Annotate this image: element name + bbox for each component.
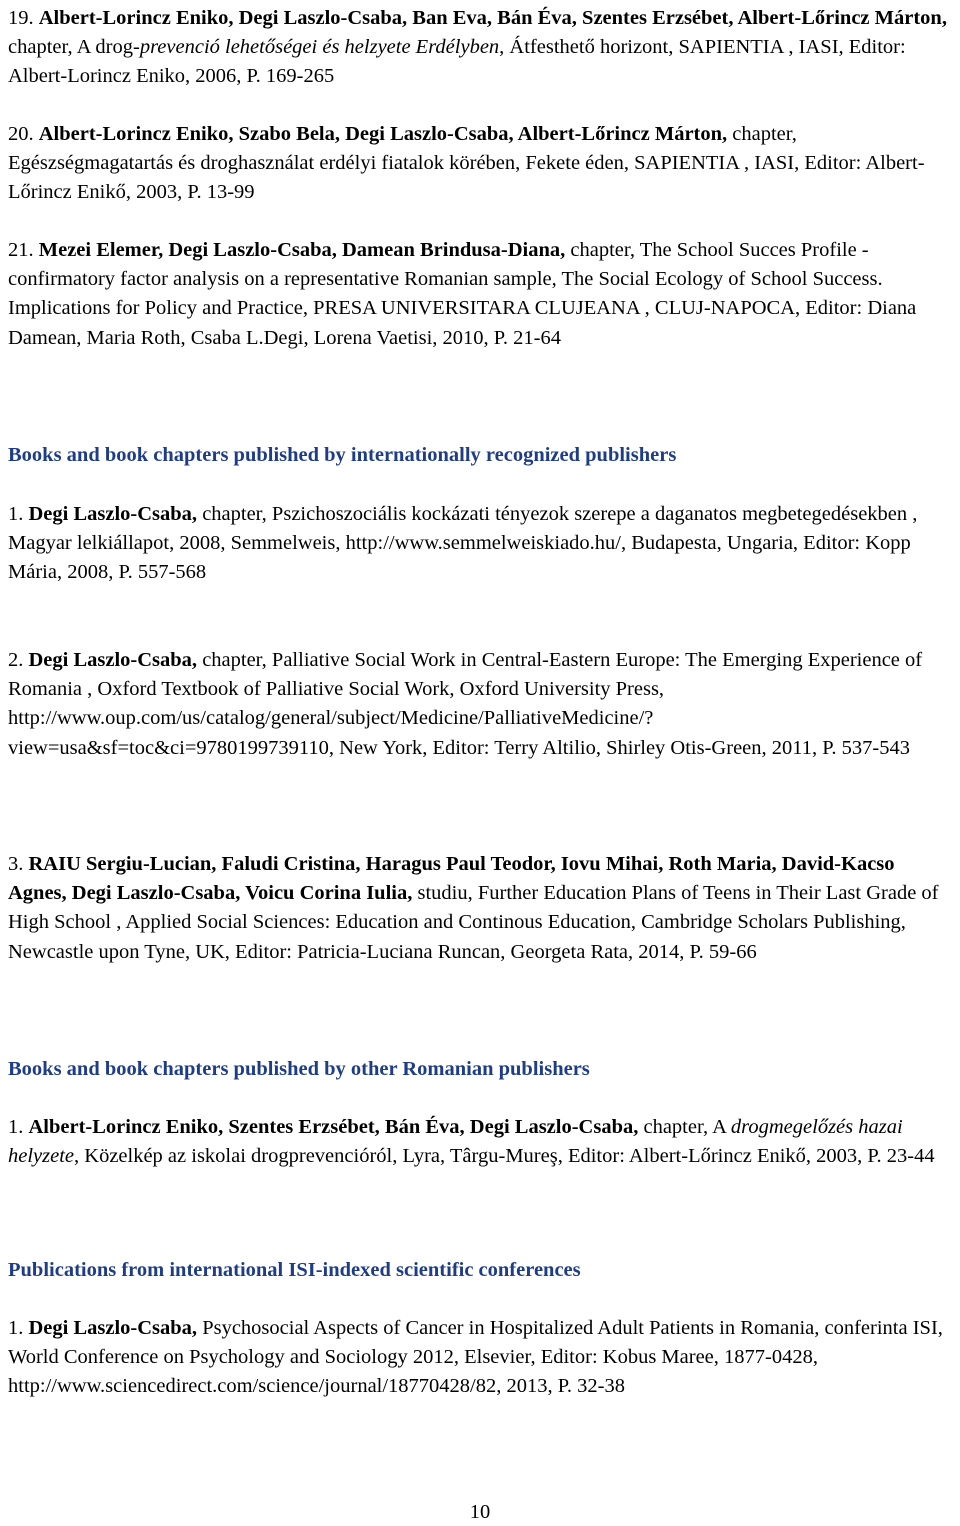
romanian-entry-1 — [8, 1113, 952, 1171]
entry-text: chapter, A drog- — [8, 36, 140, 59]
entry-text: chapter, Pszichoszociális kockázati tényezok szerepe a daganatos megbetegedésekben , Magyar lelkiállapot, 2008, Semmelweis, http://www.semmelweiskiado.hu/, Budapesta, Ungaria, Editor: Kopp Mária, 2008, P. 557-568 — [8, 503, 918, 584]
entry-authors: Albert-Lorincz Eniko, Degi Laszlo-Csaba, Ban Eva, Bán Éva, Szentes Erzsébet, Albert-Lőrincz Márton, — [38, 7, 947, 29]
entry-italic-title: drogmegelőzés hazai helyzete — [8, 1116, 903, 1168]
publication-entry-20 — [8, 120, 952, 208]
entry-number: 1. — [8, 1116, 24, 1138]
entry-italic-title: prevenció lehetőségei és helzyete Erdélyben — [139, 36, 500, 59]
isi-entry-1 — [8, 1314, 952, 1402]
publication-entry-21 — [8, 236, 952, 353]
entry-number: 2. — [8, 649, 24, 671]
intl-entry-1 — [8, 500, 952, 588]
entry-text-tail: , Átfesthető horizont, SAPIENTIA , IASI, Editor: Albert-Lorincz Eniko, 2006, P. 169-265 — [8, 36, 906, 88]
entry-authors: Degi Laszlo-Csaba, — [28, 649, 198, 671]
section-heading-isi-conferences: Publications from international ISI-indexed scientific conferences — [8, 1259, 581, 1281]
entry-text: chapter, Egészségmagatartás és droghasználat erdélyi fiatalok körében, Fekete éden, SAPIENTIA , IASI, Editor: Albert-Lőrincz Enikő, 2003, P. 13-99 — [8, 123, 925, 204]
publication-entry-19 — [8, 4, 952, 92]
entry-number: 19. — [8, 7, 34, 29]
entry-number: 21. — [8, 239, 34, 261]
entry-authors: Albert-Lorincz Eniko, Szentes Erzsébet, Bán Éva, Degi Laszlo-Csaba, — [28, 1116, 639, 1138]
entry-authors: RAIU Sergiu-Lucian, Faludi Cristina, Haragus Paul Teodor, Iovu Mihai, Roth Maria, David-Kacso Agnes, Degi Laszlo-Csaba, Voicu Corina Iulia, — [8, 853, 895, 905]
entry-text: chapter, A — [638, 1116, 731, 1138]
entry-authors: Mezei Elemer, Degi Laszlo-Csaba, Damean Brindusa-Diana, — [38, 239, 566, 261]
entry-authors: Albert-Lorincz Eniko, Szabo Bela, Degi Laszlo-Csaba, Albert-Lőrincz Márton, — [38, 123, 728, 145]
entry-number: 1. — [8, 503, 24, 525]
page-number: 10 — [469, 1501, 491, 1523]
entry-text: Psychosocial Aspects of Cancer in Hospitalized Adult Patients in Romania, conferinta ISI, World Conference on Psychology and Sociology 2012, Elsevier, Editor: Kobus Maree, 1877-0428, http://www.sciencedirect.com/science/journal/18770428/82, 2013, P. 32-38 — [8, 1317, 943, 1398]
entry-number: 3. — [8, 853, 24, 875]
entry-text: chapter, Palliative Social Work in Central-Eastern Europe: The Emerging Experience of Romania , Oxford Textbook of Palliative Social Work, Oxford University Press, http://www.oup.com/us/catalog/general/subject/Medicine/PalliativeMedicine/?view=usa&sf=toc&ci=9780199739110, New York, Editor: Terry Altilio, Shirley Otis-Green, 2011, P. 537-543 — [8, 649, 923, 759]
entry-authors: Degi Laszlo-Csaba, — [28, 503, 198, 525]
section-heading-romanian-publishers: Books and book chapters published by other Romanian publishers — [8, 1058, 590, 1080]
entry-authors: Degi Laszlo-Csaba, — [28, 1317, 198, 1339]
entry-text: studiu, Further Education Plans of Teens in Their Last Grade of High School , Applied Social Sciences: Education and Continous Education, Cambridge Scholars Publishing, Newcastle upon Tyne, UK, Editor: Patricia-Luciana Runcan, Georgeta Rata, 2014, P. 59-66 — [8, 882, 939, 963]
intl-entry-2 — [8, 646, 952, 763]
entry-number: 1. — [8, 1317, 24, 1339]
intl-entry-3 — [8, 850, 952, 967]
entry-text: chapter, The School Succes Profile - confirmatory factor analysis on a representative Romanian sample, The Social Ecology of School Success. Implications for Policy and Practice, PRESA UNIVERSITARA CLUJEANA , CLUJ-NAPOCA, Editor: Diana Damean, Maria Roth, Csaba L.Degi, Lorena Vaetisi, 2010, P. 21-64 — [8, 239, 917, 349]
section-heading-international-publishers: Books and book chapters published by internationally recognized publishers — [8, 444, 677, 466]
entry-number: 20. — [8, 123, 34, 145]
entry-text-tail: , Közelkép az iskolai drogprevencióról, Lyra, Târgu-Mureş, Editor: Albert-Lőrincz Enikő, 2003, P. 23-44 — [74, 1145, 935, 1168]
